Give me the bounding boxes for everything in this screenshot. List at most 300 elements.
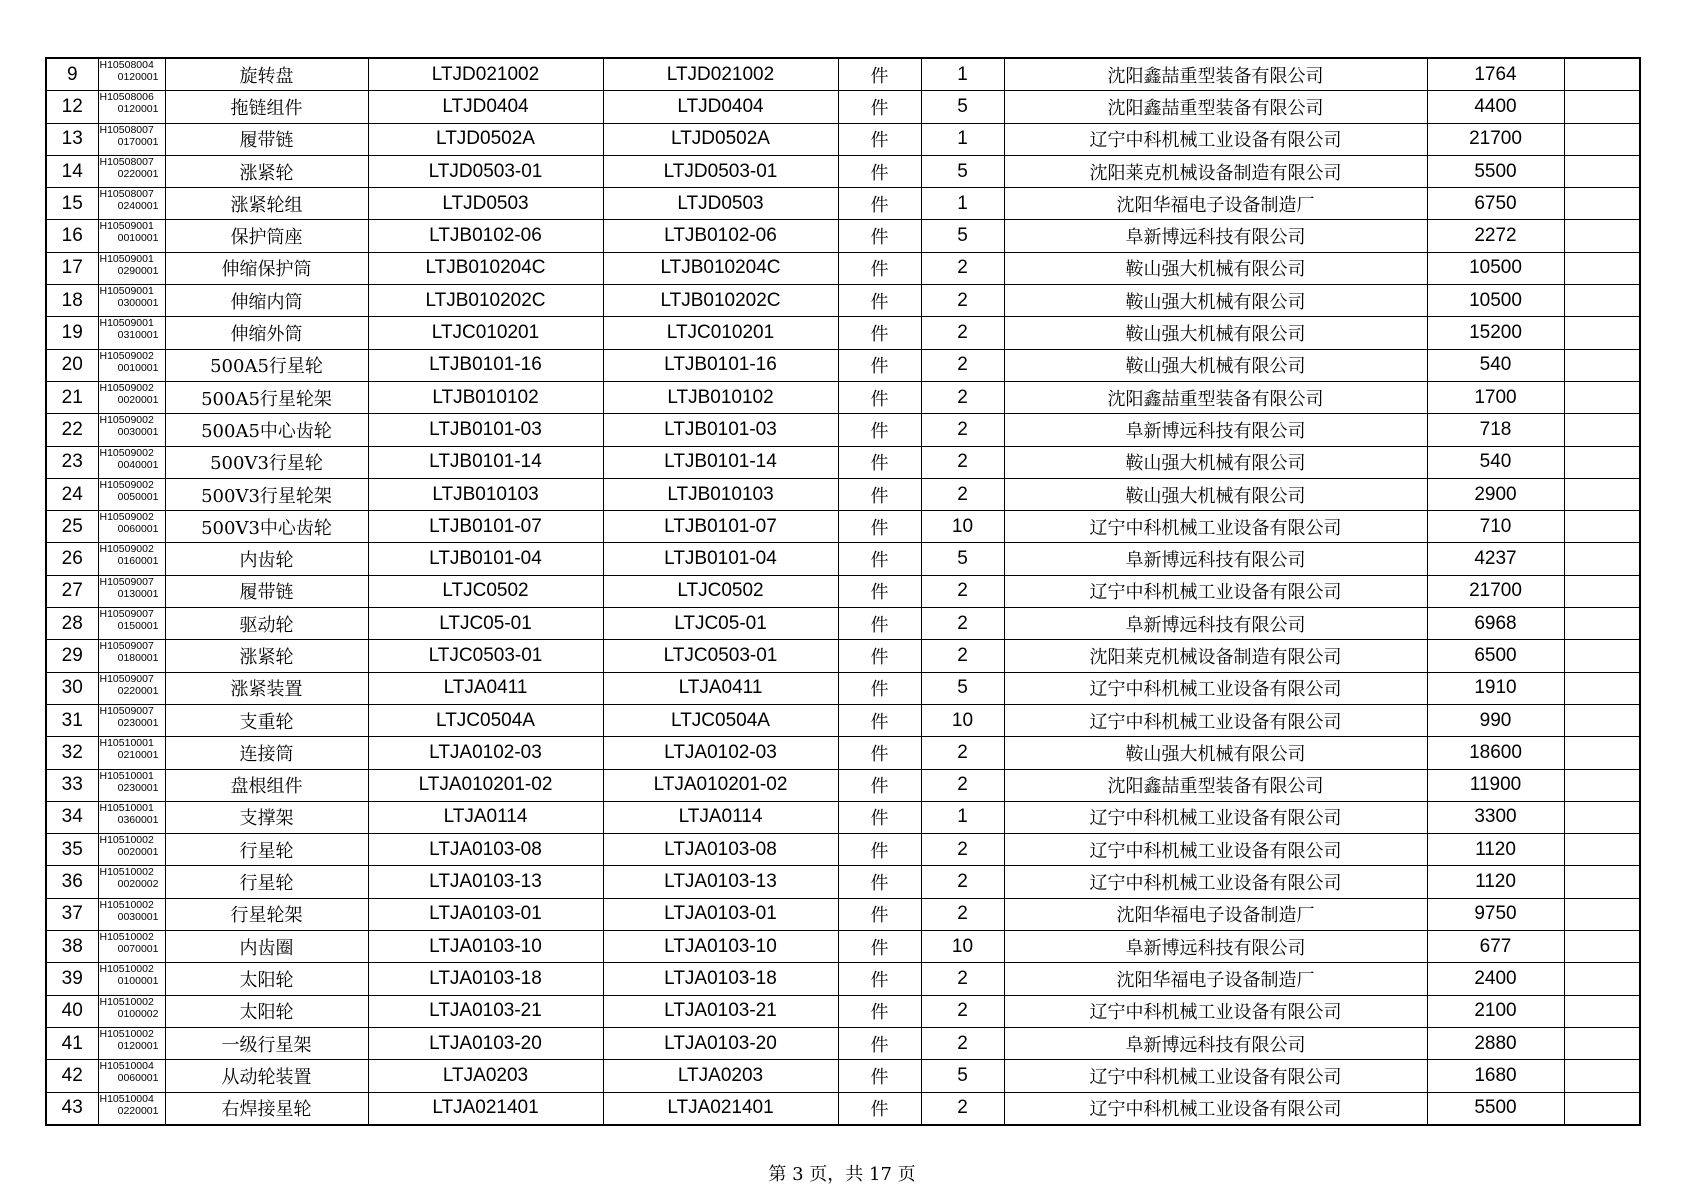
row-number-cell: 28 bbox=[46, 608, 98, 640]
table-row bbox=[46, 898, 1640, 930]
part-name-cell: 拖链组件 bbox=[165, 91, 368, 123]
material-code-cell bbox=[98, 317, 165, 349]
spec-cell: LTJA0103-10 bbox=[603, 931, 838, 963]
price-cell: 5500 bbox=[1427, 155, 1564, 187]
remark-cell bbox=[1564, 608, 1640, 640]
spec-cell: LTJA0114 bbox=[603, 801, 838, 833]
price-cell: 6968 bbox=[1427, 608, 1564, 640]
material-code-line1: H10510002 bbox=[99, 866, 154, 879]
material-code-cell bbox=[98, 1060, 165, 1092]
supplier-cell: 辽宁中科机械工业设备有限公司 bbox=[1004, 866, 1427, 898]
remark-cell bbox=[1564, 1060, 1640, 1092]
drawing-number-cell: LTJA0203 bbox=[368, 1060, 603, 1092]
material-code-line1: H10510004 bbox=[99, 1092, 154, 1105]
table-row bbox=[46, 188, 1640, 220]
material-code-cell bbox=[98, 155, 165, 187]
unit-cell: 件 bbox=[838, 963, 921, 995]
material-code-line1: H10509001 bbox=[99, 285, 154, 298]
quantity-cell: 2 bbox=[921, 898, 1004, 930]
remark-cell bbox=[1564, 478, 1640, 510]
unit-cell: 件 bbox=[838, 737, 921, 769]
drawing-number-cell: LTJB0101-14 bbox=[368, 446, 603, 478]
material-code-line2: 0010001 bbox=[117, 232, 159, 245]
quantity-cell: 2 bbox=[921, 995, 1004, 1027]
material-code-line2: 0360001 bbox=[117, 813, 159, 826]
unit-cell: 件 bbox=[838, 1027, 921, 1059]
material-code-line2: 0100002 bbox=[117, 1007, 159, 1020]
material-code-line1: H10509001 bbox=[99, 252, 154, 265]
remark-cell bbox=[1564, 511, 1640, 543]
table-row bbox=[46, 349, 1640, 381]
unit-cell: 件 bbox=[838, 801, 921, 833]
remark-cell bbox=[1564, 1027, 1640, 1059]
material-code-cell bbox=[98, 123, 165, 155]
spec-cell: LTJA0203 bbox=[603, 1060, 838, 1092]
price-cell: 10500 bbox=[1427, 285, 1564, 317]
material-code-line1: H10509007 bbox=[99, 672, 154, 685]
material-code-line2: 0070001 bbox=[117, 943, 159, 956]
material-code-line2: 0300001 bbox=[117, 297, 159, 310]
table-row bbox=[46, 1060, 1640, 1092]
material-code-line1: H10510004 bbox=[99, 1060, 154, 1073]
spec-cell: LTJB0102-06 bbox=[603, 220, 838, 252]
material-code-line1: H10508004 bbox=[99, 59, 154, 71]
price-cell: 18600 bbox=[1427, 737, 1564, 769]
table-row bbox=[46, 220, 1640, 252]
spec-cell: LTJD021002 bbox=[603, 58, 838, 91]
price-cell: 540 bbox=[1427, 349, 1564, 381]
spec-cell: LTJA021401 bbox=[603, 1092, 838, 1125]
row-number-cell: 25 bbox=[46, 511, 98, 543]
remark-cell bbox=[1564, 220, 1640, 252]
unit-cell: 件 bbox=[838, 349, 921, 381]
remark-cell bbox=[1564, 317, 1640, 349]
material-code-line1: H10509002 bbox=[99, 511, 154, 524]
material-code-line2: 0230001 bbox=[117, 716, 159, 729]
table-row bbox=[46, 91, 1640, 123]
remark-cell bbox=[1564, 769, 1640, 801]
material-code-line1: H10510001 bbox=[99, 801, 154, 814]
spec-cell: LTJB010102 bbox=[603, 381, 838, 413]
unit-cell: 件 bbox=[838, 898, 921, 930]
material-code-line2: 0170001 bbox=[117, 135, 159, 148]
spec-cell: LTJB010204C bbox=[603, 252, 838, 284]
unit-cell: 件 bbox=[838, 995, 921, 1027]
spec-cell: LTJA0103-08 bbox=[603, 834, 838, 866]
unit-cell: 件 bbox=[838, 478, 921, 510]
remark-cell bbox=[1564, 898, 1640, 930]
material-code-line1: H10509002 bbox=[99, 381, 154, 394]
row-number-cell: 19 bbox=[46, 317, 98, 349]
remark-cell bbox=[1564, 931, 1640, 963]
price-cell: 21700 bbox=[1427, 575, 1564, 607]
drawing-number-cell: LTJC0503-01 bbox=[368, 640, 603, 672]
supplier-cell: 沈阳鑫喆重型装备有限公司 bbox=[1004, 58, 1427, 91]
material-code-line2: 0020001 bbox=[117, 846, 159, 859]
spec-cell: LTJD0503-01 bbox=[603, 155, 838, 187]
material-code-cell bbox=[98, 640, 165, 672]
material-code-line2: 0030001 bbox=[117, 426, 159, 439]
drawing-number-cell: LTJD021002 bbox=[368, 58, 603, 91]
spec-cell: LTJA0103-18 bbox=[603, 963, 838, 995]
drawing-number-cell: LTJD0503 bbox=[368, 188, 603, 220]
part-name-cell: 涨紧轮 bbox=[165, 640, 368, 672]
material-code-line1: H10510001 bbox=[99, 769, 154, 782]
table-row bbox=[46, 995, 1640, 1027]
part-name-cell: 驱动轮 bbox=[165, 608, 368, 640]
remark-cell bbox=[1564, 801, 1640, 833]
supplier-cell: 鞍山强大机械有限公司 bbox=[1004, 285, 1427, 317]
quantity-cell: 5 bbox=[921, 91, 1004, 123]
price-cell: 4400 bbox=[1427, 91, 1564, 123]
row-number-cell: 12 bbox=[46, 91, 98, 123]
page-footer: 第 3 页，共 17 页 bbox=[768, 1164, 916, 1185]
row-number-cell: 17 bbox=[46, 252, 98, 284]
material-code-cell bbox=[98, 478, 165, 510]
table-row bbox=[46, 381, 1640, 413]
supplier-cell: 鞍山强大机械有限公司 bbox=[1004, 317, 1427, 349]
spec-cell: LTJA0103-21 bbox=[603, 995, 838, 1027]
supplier-cell: 辽宁中科机械工业设备有限公司 bbox=[1004, 1092, 1427, 1125]
material-code-line2: 0120001 bbox=[117, 103, 159, 116]
material-code-line1: H10510002 bbox=[99, 931, 154, 944]
quantity-cell: 10 bbox=[921, 704, 1004, 736]
unit-cell: 件 bbox=[838, 866, 921, 898]
price-cell: 1700 bbox=[1427, 381, 1564, 413]
supplier-cell: 辽宁中科机械工业设备有限公司 bbox=[1004, 995, 1427, 1027]
material-code-cell bbox=[98, 58, 165, 91]
drawing-number-cell: LTJA021401 bbox=[368, 1092, 603, 1125]
unit-cell: 件 bbox=[838, 640, 921, 672]
row-number-cell: 26 bbox=[46, 543, 98, 575]
part-name-cell: 太阳轮 bbox=[165, 995, 368, 1027]
material-code-line2: 0290001 bbox=[117, 264, 159, 277]
row-number-cell: 13 bbox=[46, 123, 98, 155]
supplier-cell: 阜新博远科技有限公司 bbox=[1004, 931, 1427, 963]
table-row bbox=[46, 446, 1640, 478]
part-name-cell: 500A5行星轮架 bbox=[165, 381, 368, 413]
parts-table bbox=[45, 57, 1641, 1126]
part-name-cell: 右焊接星轮 bbox=[165, 1092, 368, 1125]
remark-cell bbox=[1564, 866, 1640, 898]
table-row bbox=[46, 252, 1640, 284]
spec-cell: LTJC05-01 bbox=[603, 608, 838, 640]
quantity-cell: 2 bbox=[921, 478, 1004, 510]
material-code-line2: 0180001 bbox=[117, 652, 159, 665]
price-cell: 990 bbox=[1427, 704, 1564, 736]
material-code-cell bbox=[98, 995, 165, 1027]
row-number-cell: 34 bbox=[46, 801, 98, 833]
table-row bbox=[46, 640, 1640, 672]
price-cell: 11900 bbox=[1427, 769, 1564, 801]
row-number-cell: 29 bbox=[46, 640, 98, 672]
material-code-line1: H10510002 bbox=[99, 834, 154, 847]
price-cell: 2272 bbox=[1427, 220, 1564, 252]
part-name-cell: 太阳轮 bbox=[165, 963, 368, 995]
price-cell: 6500 bbox=[1427, 640, 1564, 672]
material-code-line1: H10509002 bbox=[99, 478, 154, 491]
material-code-cell bbox=[98, 349, 165, 381]
table-row bbox=[46, 672, 1640, 704]
table-row bbox=[46, 866, 1640, 898]
table-row bbox=[46, 963, 1640, 995]
row-number-cell: 39 bbox=[46, 963, 98, 995]
remark-cell bbox=[1564, 285, 1640, 317]
drawing-number-cell: LTJA0103-08 bbox=[368, 834, 603, 866]
part-name-cell: 盘根组件 bbox=[165, 769, 368, 801]
supplier-cell: 阜新博远科技有限公司 bbox=[1004, 414, 1427, 446]
part-name-cell: 履带链 bbox=[165, 575, 368, 607]
spec-cell: LTJB010103 bbox=[603, 478, 838, 510]
drawing-number-cell: LTJA0103-01 bbox=[368, 898, 603, 930]
material-code-line1: H10509002 bbox=[99, 446, 154, 459]
price-cell: 15200 bbox=[1427, 317, 1564, 349]
material-code-line1: H10510002 bbox=[99, 963, 154, 976]
quantity-cell: 2 bbox=[921, 769, 1004, 801]
drawing-number-cell: LTJA0411 bbox=[368, 672, 603, 704]
material-code-cell bbox=[98, 672, 165, 704]
material-code-line2: 0040001 bbox=[117, 458, 159, 471]
supplier-cell: 辽宁中科机械工业设备有限公司 bbox=[1004, 704, 1427, 736]
supplier-cell: 沈阳华福电子设备制造厂 bbox=[1004, 963, 1427, 995]
material-code-cell bbox=[98, 608, 165, 640]
quantity-cell: 2 bbox=[921, 252, 1004, 284]
spec-cell: LTJB0101-04 bbox=[603, 543, 838, 575]
unit-cell: 件 bbox=[838, 931, 921, 963]
table-row bbox=[46, 285, 1640, 317]
part-name-cell: 从动轮装置 bbox=[165, 1060, 368, 1092]
drawing-number-cell: LTJA0114 bbox=[368, 801, 603, 833]
unit-cell: 件 bbox=[838, 220, 921, 252]
price-cell: 1910 bbox=[1427, 672, 1564, 704]
remark-cell bbox=[1564, 704, 1640, 736]
drawing-number-cell: LTJA0103-10 bbox=[368, 931, 603, 963]
part-name-cell: 500A5中心齿轮 bbox=[165, 414, 368, 446]
supplier-cell: 沈阳华福电子设备制造厂 bbox=[1004, 898, 1427, 930]
material-code-cell bbox=[98, 737, 165, 769]
material-code-line1: H10509007 bbox=[99, 575, 154, 588]
material-code-line2: 0130001 bbox=[117, 587, 159, 600]
supplier-cell: 辽宁中科机械工业设备有限公司 bbox=[1004, 575, 1427, 607]
unit-cell: 件 bbox=[838, 608, 921, 640]
drawing-number-cell: LTJB0101-03 bbox=[368, 414, 603, 446]
material-code-line2: 0010001 bbox=[117, 361, 159, 374]
spec-cell: LTJA0103-01 bbox=[603, 898, 838, 930]
table-row bbox=[46, 737, 1640, 769]
quantity-cell: 5 bbox=[921, 220, 1004, 252]
quantity-cell: 2 bbox=[921, 640, 1004, 672]
part-name-cell: 500V3中心齿轮 bbox=[165, 511, 368, 543]
unit-cell: 件 bbox=[838, 446, 921, 478]
row-number-cell: 21 bbox=[46, 381, 98, 413]
supplier-cell: 阜新博远科技有限公司 bbox=[1004, 608, 1427, 640]
unit-cell: 件 bbox=[838, 123, 921, 155]
material-code-line1: H10509007 bbox=[99, 704, 154, 717]
part-name-cell: 行星轮架 bbox=[165, 898, 368, 930]
quantity-cell: 1 bbox=[921, 58, 1004, 91]
price-cell: 677 bbox=[1427, 931, 1564, 963]
drawing-number-cell: LTJA0103-18 bbox=[368, 963, 603, 995]
remark-cell bbox=[1564, 995, 1640, 1027]
supplier-cell: 鞍山强大机械有限公司 bbox=[1004, 478, 1427, 510]
row-number-cell: 15 bbox=[46, 188, 98, 220]
part-name-cell: 支重轮 bbox=[165, 704, 368, 736]
material-code-cell bbox=[98, 575, 165, 607]
supplier-cell: 沈阳莱克机械设备制造有限公司 bbox=[1004, 640, 1427, 672]
drawing-number-cell: LTJB0101-07 bbox=[368, 511, 603, 543]
price-cell: 1120 bbox=[1427, 834, 1564, 866]
material-code-cell bbox=[98, 963, 165, 995]
part-name-cell: 涨紧轮组 bbox=[165, 188, 368, 220]
spec-cell: LTJB0101-16 bbox=[603, 349, 838, 381]
spec-cell: LTJD0502A bbox=[603, 123, 838, 155]
drawing-number-cell: LTJB0101-16 bbox=[368, 349, 603, 381]
unit-cell: 件 bbox=[838, 511, 921, 543]
material-code-line2: 0160001 bbox=[117, 555, 159, 568]
material-code-line1: H10509002 bbox=[99, 543, 154, 556]
drawing-number-cell: LTJB0101-04 bbox=[368, 543, 603, 575]
supplier-cell: 沈阳鑫喆重型装备有限公司 bbox=[1004, 91, 1427, 123]
table-row bbox=[46, 608, 1640, 640]
unit-cell: 件 bbox=[838, 672, 921, 704]
material-code-line1: H10509002 bbox=[99, 414, 154, 427]
drawing-number-cell: LTJB010102 bbox=[368, 381, 603, 413]
remark-cell bbox=[1564, 381, 1640, 413]
supplier-cell: 沈阳莱克机械设备制造有限公司 bbox=[1004, 155, 1427, 187]
unit-cell: 件 bbox=[838, 317, 921, 349]
row-number-cell: 22 bbox=[46, 414, 98, 446]
table-row bbox=[46, 478, 1640, 510]
material-code-line1: H10510002 bbox=[99, 995, 154, 1008]
remark-cell bbox=[1564, 737, 1640, 769]
price-cell: 1764 bbox=[1427, 58, 1564, 91]
unit-cell: 件 bbox=[838, 704, 921, 736]
drawing-number-cell: LTJA0103-13 bbox=[368, 866, 603, 898]
row-number-cell: 27 bbox=[46, 575, 98, 607]
material-code-line1: H10510002 bbox=[99, 898, 154, 911]
material-code-line2: 0020001 bbox=[117, 393, 159, 406]
table-row bbox=[46, 769, 1640, 801]
quantity-cell: 2 bbox=[921, 608, 1004, 640]
price-cell: 9750 bbox=[1427, 898, 1564, 930]
spec-cell: LTJB0101-07 bbox=[603, 511, 838, 543]
remark-cell bbox=[1564, 414, 1640, 446]
material-code-cell bbox=[98, 220, 165, 252]
table-row bbox=[46, 317, 1640, 349]
quantity-cell: 5 bbox=[921, 543, 1004, 575]
row-number-cell: 35 bbox=[46, 834, 98, 866]
material-code-line1: H10509002 bbox=[99, 349, 154, 362]
quantity-cell: 2 bbox=[921, 349, 1004, 381]
drawing-number-cell: LTJC0504A bbox=[368, 704, 603, 736]
unit-cell: 件 bbox=[838, 285, 921, 317]
material-code-cell bbox=[98, 1027, 165, 1059]
row-number-cell: 37 bbox=[46, 898, 98, 930]
part-name-cell: 伸缩保护筒 bbox=[165, 252, 368, 284]
material-code-line1: H10509001 bbox=[99, 317, 154, 330]
parts-table-body bbox=[46, 58, 1640, 1125]
row-number-cell: 42 bbox=[46, 1060, 98, 1092]
material-code-line2: 0120001 bbox=[117, 1039, 159, 1052]
table-row bbox=[46, 1027, 1640, 1059]
remark-cell bbox=[1564, 672, 1640, 704]
drawing-number-cell: LTJB0102-06 bbox=[368, 220, 603, 252]
remark-cell bbox=[1564, 91, 1640, 123]
quantity-cell: 2 bbox=[921, 414, 1004, 446]
drawing-number-cell: LTJA0103-20 bbox=[368, 1027, 603, 1059]
material-code-line1: H10509001 bbox=[99, 220, 154, 233]
supplier-cell: 沈阳鑫喆重型装备有限公司 bbox=[1004, 769, 1427, 801]
price-cell: 21700 bbox=[1427, 123, 1564, 155]
row-number-cell: 40 bbox=[46, 995, 98, 1027]
material-code-line2: 0020002 bbox=[117, 878, 159, 891]
material-code-line2: 0150001 bbox=[117, 620, 159, 633]
price-cell: 3300 bbox=[1427, 801, 1564, 833]
drawing-number-cell: LTJB010204C bbox=[368, 252, 603, 284]
spec-cell: LTJC0503-01 bbox=[603, 640, 838, 672]
spec-cell: LTJD0503 bbox=[603, 188, 838, 220]
quantity-cell: 1 bbox=[921, 188, 1004, 220]
material-code-cell bbox=[98, 769, 165, 801]
quantity-cell: 10 bbox=[921, 931, 1004, 963]
material-code-cell bbox=[98, 931, 165, 963]
material-code-line2: 0120001 bbox=[117, 71, 159, 83]
material-code-line2: 0100001 bbox=[117, 975, 159, 988]
price-cell: 2400 bbox=[1427, 963, 1564, 995]
spec-cell: LTJA0411 bbox=[603, 672, 838, 704]
table-row bbox=[46, 123, 1640, 155]
material-code-cell bbox=[98, 91, 165, 123]
quantity-cell: 2 bbox=[921, 446, 1004, 478]
row-number-cell: 33 bbox=[46, 769, 98, 801]
remark-cell bbox=[1564, 58, 1640, 91]
unit-cell: 件 bbox=[838, 769, 921, 801]
table-row bbox=[46, 575, 1640, 607]
row-number-cell: 31 bbox=[46, 704, 98, 736]
part-name-cell: 500V3行星轮架 bbox=[165, 478, 368, 510]
table-row bbox=[46, 931, 1640, 963]
spec-cell: LTJA0103-20 bbox=[603, 1027, 838, 1059]
price-cell: 4237 bbox=[1427, 543, 1564, 575]
unit-cell: 件 bbox=[838, 188, 921, 220]
remark-cell bbox=[1564, 834, 1640, 866]
table-row bbox=[46, 543, 1640, 575]
drawing-number-cell: LTJC05-01 bbox=[368, 608, 603, 640]
quantity-cell: 2 bbox=[921, 285, 1004, 317]
supplier-cell: 辽宁中科机械工业设备有限公司 bbox=[1004, 123, 1427, 155]
quantity-cell: 2 bbox=[921, 834, 1004, 866]
part-name-cell: 旋转盘 bbox=[165, 58, 368, 91]
supplier-cell: 鞍山强大机械有限公司 bbox=[1004, 446, 1427, 478]
part-name-cell: 500V3行星轮 bbox=[165, 446, 368, 478]
table-row bbox=[46, 704, 1640, 736]
row-number-cell: 32 bbox=[46, 737, 98, 769]
material-code-cell bbox=[98, 866, 165, 898]
unit-cell: 件 bbox=[838, 414, 921, 446]
spec-cell: LTJA0103-13 bbox=[603, 866, 838, 898]
row-number-cell: 24 bbox=[46, 478, 98, 510]
row-number-cell: 14 bbox=[46, 155, 98, 187]
material-code-cell bbox=[98, 1092, 165, 1125]
material-code-line1: H10510001 bbox=[99, 737, 154, 750]
material-code-cell bbox=[98, 381, 165, 413]
spec-cell: LTJA010201-02 bbox=[603, 769, 838, 801]
spec-cell: LTJC0504A bbox=[603, 704, 838, 736]
part-name-cell: 连接筒 bbox=[165, 737, 368, 769]
part-name-cell: 涨紧轮 bbox=[165, 155, 368, 187]
supplier-cell: 辽宁中科机械工业设备有限公司 bbox=[1004, 801, 1427, 833]
quantity-cell: 2 bbox=[921, 317, 1004, 349]
